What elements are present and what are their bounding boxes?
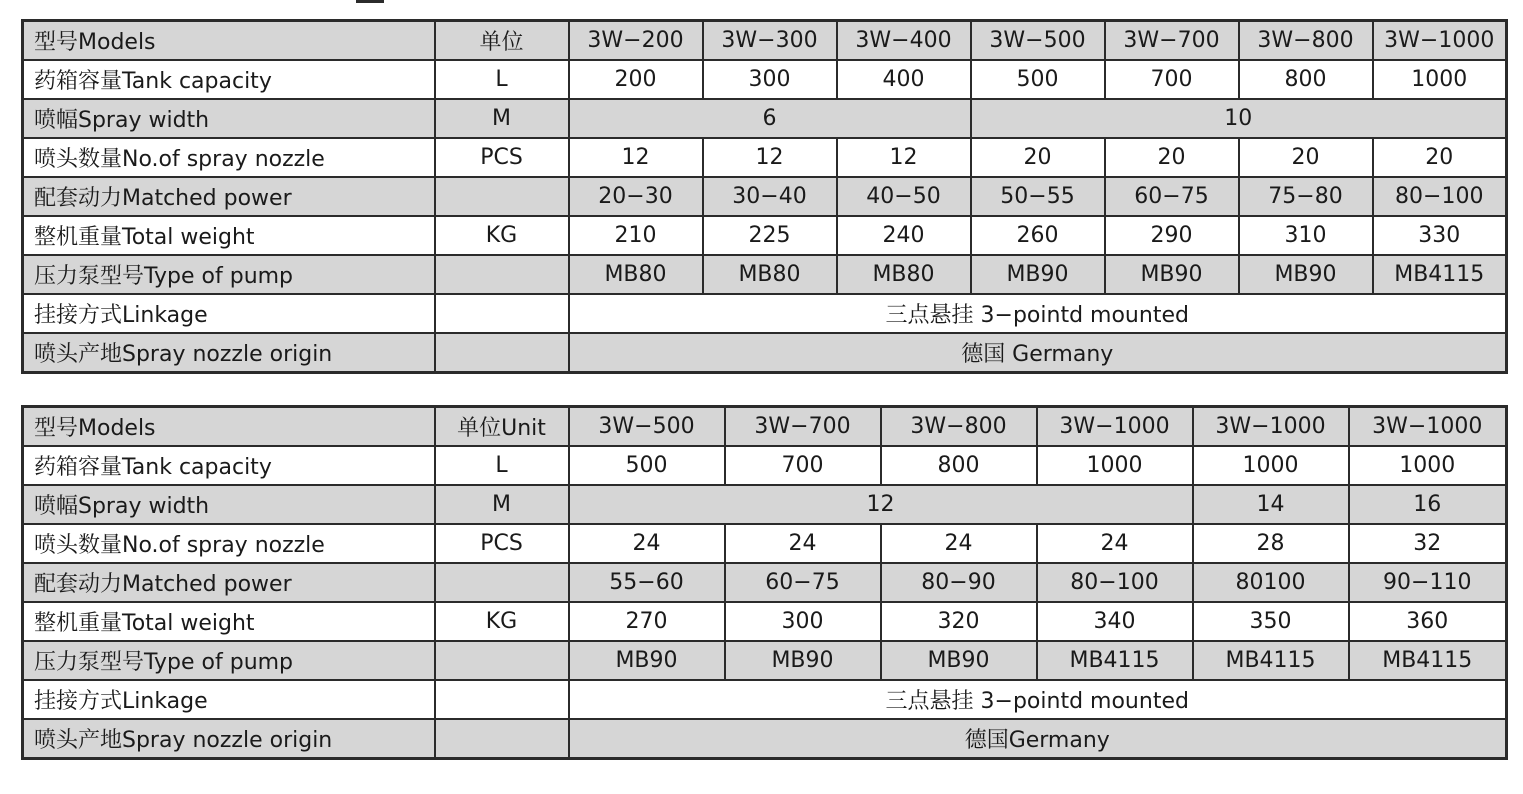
row-label: 喷头数量No.of spray nozzle: [23, 138, 435, 177]
value-cell: 1000: [1037, 446, 1193, 485]
value-cell: 20: [971, 138, 1105, 177]
value-cell: 350: [1193, 602, 1349, 641]
value-cell: 30−40: [703, 177, 837, 216]
value-cell: MB90: [1105, 255, 1239, 294]
value-cell: 260: [971, 216, 1105, 255]
model-cell: 3W−800: [1239, 21, 1373, 61]
value-cell: 德国 Germany: [569, 333, 1507, 373]
table-row-spray-width: [23, 485, 1507, 524]
value-cell: 80−90: [881, 563, 1037, 602]
row-label: 挂接方式Linkage: [23, 294, 435, 333]
value-cell: 16: [1349, 485, 1507, 524]
table-row-nozzle-origin: [23, 333, 1507, 373]
value-cell: 290: [1105, 216, 1239, 255]
value-cell: 12: [837, 138, 971, 177]
table-row-nozzle-origin: [23, 719, 1507, 759]
value-cell: 德国Germany: [569, 719, 1507, 759]
value-cell: 80100: [1193, 563, 1349, 602]
row-label: 配套动力Matched power: [23, 563, 435, 602]
model-cell: 3W−700: [1105, 21, 1239, 61]
value-cell: 40−50: [837, 177, 971, 216]
value-cell: 330: [1373, 216, 1507, 255]
row-label: 整机重量Total weight: [23, 216, 435, 255]
unit-cell: 单位Unit: [435, 407, 569, 447]
model-cell: 3W−1000: [1349, 407, 1507, 447]
value-cell: 28: [1193, 524, 1349, 563]
unit-cell: 单位: [435, 21, 569, 61]
model-cell: 3W−1000: [1037, 407, 1193, 447]
value-cell: 20: [1373, 138, 1507, 177]
value-cell: 20: [1239, 138, 1373, 177]
value-cell: 32: [1349, 524, 1507, 563]
value-cell: 1000: [1373, 60, 1507, 99]
unit-cell: KG: [435, 602, 569, 641]
row-label: 配套动力Matched power: [23, 177, 435, 216]
value-cell: 200: [569, 60, 703, 99]
value-cell: 800: [1239, 60, 1373, 99]
table-row-models: [23, 407, 1507, 447]
value-cell: 10: [971, 99, 1507, 138]
row-label: 压力泵型号Type of pump: [23, 255, 435, 294]
value-cell: 340: [1037, 602, 1193, 641]
unit-cell: PCS: [435, 524, 569, 563]
model-cell: 3W−800: [881, 407, 1037, 447]
value-cell: 75−80: [1239, 177, 1373, 216]
unit-cell: [435, 641, 569, 680]
table-row-models: [23, 21, 1507, 61]
table-row-nozzles: [23, 138, 1507, 177]
value-cell: 三点悬挂 3−pointd mounted: [569, 294, 1507, 333]
value-cell: 14: [1193, 485, 1349, 524]
table-row-pump-type: [23, 641, 1507, 680]
value-cell: 6: [569, 99, 971, 138]
value-cell: MB4115: [1193, 641, 1349, 680]
value-cell: 1000: [1193, 446, 1349, 485]
value-cell: 12: [569, 138, 703, 177]
row-label: 喷头数量No.of spray nozzle: [23, 524, 435, 563]
table-row-total-weight: [23, 602, 1507, 641]
unit-cell: [435, 680, 569, 719]
value-cell: 90−110: [1349, 563, 1507, 602]
model-cell: 3W−400: [837, 21, 971, 61]
value-cell: MB80: [703, 255, 837, 294]
model-cell: 3W−1000: [1373, 21, 1507, 61]
row-label: 整机重量Total weight: [23, 602, 435, 641]
table-row-spray-width: [23, 99, 1507, 138]
model-cell: 3W−500: [971, 21, 1105, 61]
unit-cell: [435, 563, 569, 602]
unit-cell: M: [435, 99, 569, 138]
value-cell: 12: [703, 138, 837, 177]
value-cell: 400: [837, 60, 971, 99]
spec-table-2: [21, 405, 1508, 760]
row-label: 挂接方式Linkage: [23, 680, 435, 719]
value-cell: 320: [881, 602, 1037, 641]
table-row-matched-power: [23, 177, 1507, 216]
row-label: 压力泵型号Type of pump: [23, 641, 435, 680]
value-cell: 80−100: [1037, 563, 1193, 602]
unit-cell: PCS: [435, 138, 569, 177]
row-label: 喷幅Spray width: [23, 485, 435, 524]
table-row-tank-capacity: [23, 446, 1507, 485]
value-cell: 800: [881, 446, 1037, 485]
value-cell: 500: [971, 60, 1105, 99]
value-cell: 60−75: [1105, 177, 1239, 216]
unit-cell: KG: [435, 216, 569, 255]
value-cell: 20−30: [569, 177, 703, 216]
value-cell: 240: [837, 216, 971, 255]
value-cell: MB90: [1239, 255, 1373, 294]
row-label: 型号Models: [23, 21, 435, 61]
row-label: 喷头产地Spray nozzle origin: [23, 333, 435, 373]
table-row-linkage: [23, 294, 1507, 333]
value-cell: MB4115: [1349, 641, 1507, 680]
value-cell: 12: [569, 485, 1193, 524]
unit-cell: M: [435, 485, 569, 524]
model-cell: 3W−1000: [1193, 407, 1349, 447]
value-cell: MB90: [881, 641, 1037, 680]
value-cell: MB90: [725, 641, 881, 680]
row-label: 喷头产地Spray nozzle origin: [23, 719, 435, 759]
value-cell: 24: [1037, 524, 1193, 563]
value-cell: 270: [569, 602, 725, 641]
value-cell: 210: [569, 216, 703, 255]
value-cell: 80−100: [1373, 177, 1507, 216]
row-label: 药箱容量Tank capacity: [23, 60, 435, 99]
value-cell: 三点悬挂 3−pointd mounted: [569, 680, 1507, 719]
table-row-total-weight: [23, 216, 1507, 255]
value-cell: 225: [703, 216, 837, 255]
unit-cell: L: [435, 446, 569, 485]
row-label: 药箱容量Tank capacity: [23, 446, 435, 485]
value-cell: 55−60: [569, 563, 725, 602]
value-cell: MB90: [569, 641, 725, 680]
value-cell: 24: [569, 524, 725, 563]
table-row-pump-type: [23, 255, 1507, 294]
table-row-nozzles: [23, 524, 1507, 563]
table-row-tank-capacity: [23, 60, 1507, 99]
value-cell: 24: [725, 524, 881, 563]
model-cell: 3W−500: [569, 407, 725, 447]
unit-cell: [435, 719, 569, 759]
unit-cell: L: [435, 60, 569, 99]
value-cell: 24: [881, 524, 1037, 563]
value-cell: 700: [1105, 60, 1239, 99]
value-cell: 500: [569, 446, 725, 485]
value-cell: 20: [1105, 138, 1239, 177]
value-cell: 300: [703, 60, 837, 99]
value-cell: MB4115: [1037, 641, 1193, 680]
unit-cell: [435, 177, 569, 216]
value-cell: MB80: [837, 255, 971, 294]
table-row-linkage: [23, 680, 1507, 719]
model-cell: 3W−700: [725, 407, 881, 447]
spec-table-1: [21, 19, 1508, 374]
unit-cell: [435, 333, 569, 373]
value-cell: 310: [1239, 216, 1373, 255]
model-cell: 3W−200: [569, 21, 703, 61]
value-cell: MB4115: [1373, 255, 1507, 294]
model-cell: 3W−300: [703, 21, 837, 61]
table-row-matched-power: [23, 563, 1507, 602]
value-cell: 700: [725, 446, 881, 485]
value-cell: 50−55: [971, 177, 1105, 216]
row-label: 型号Models: [23, 407, 435, 447]
value-cell: 1000: [1349, 446, 1507, 485]
unit-cell: [435, 294, 569, 333]
value-cell: 360: [1349, 602, 1507, 641]
unit-cell: [435, 255, 569, 294]
top-edge-mark: [356, 0, 384, 3]
value-cell: 60−75: [725, 563, 881, 602]
value-cell: MB90: [971, 255, 1105, 294]
row-label: 喷幅Spray width: [23, 99, 435, 138]
value-cell: 300: [725, 602, 881, 641]
value-cell: MB80: [569, 255, 703, 294]
